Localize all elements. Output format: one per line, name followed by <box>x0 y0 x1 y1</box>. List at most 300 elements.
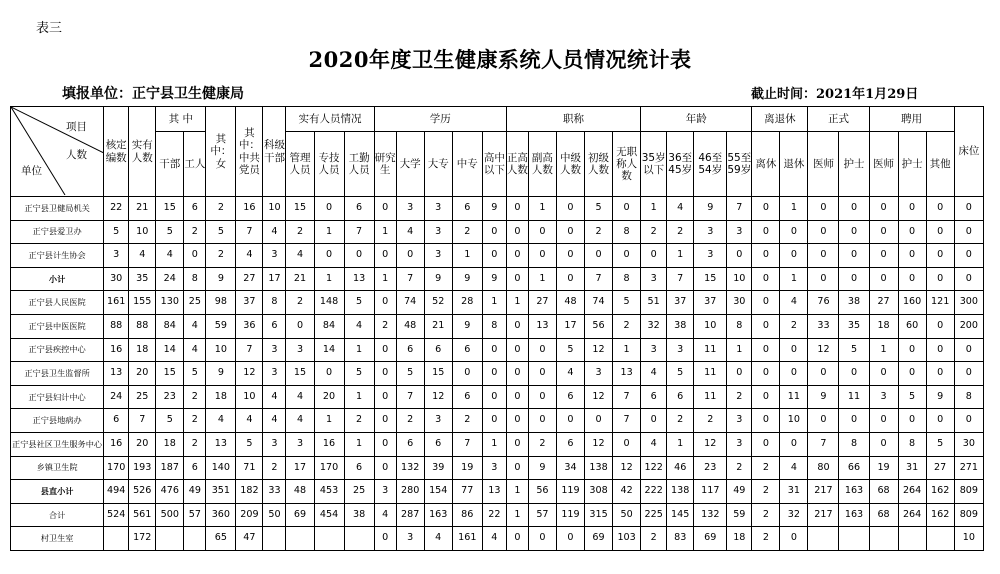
table-cell: 32 <box>780 503 808 527</box>
table-cell: 4 <box>780 291 808 315</box>
table-cell: 10 <box>954 527 983 551</box>
row-unit-name: 正宁县疾控中心 <box>11 338 104 362</box>
table-cell: 119 <box>556 480 584 504</box>
table-cell: 84 <box>314 314 344 338</box>
table-cell: 38 <box>344 503 374 527</box>
table-cell: 0 <box>926 267 954 291</box>
table-cell: 15 <box>156 362 184 386</box>
table-cell: 6 <box>424 338 452 362</box>
table-cell: 0 <box>926 314 954 338</box>
table-cell: 187 <box>156 456 184 480</box>
table-cell: 10 <box>780 409 808 433</box>
table-cell: 0 <box>954 244 983 268</box>
table-cell: 18 <box>727 527 752 551</box>
table-cell: 7 <box>808 432 839 456</box>
table-cell: 16 <box>236 197 263 221</box>
table-row <box>11 409 984 433</box>
table-cell: 0 <box>898 244 926 268</box>
header-formal: 正式 <box>808 107 869 132</box>
table-cell: 1 <box>482 291 506 315</box>
table-cell: 476 <box>156 480 184 504</box>
table-row <box>11 244 984 268</box>
table-cell: 351 <box>206 480 236 504</box>
subheader-cell: 无职称人数 <box>613 132 641 197</box>
table-cell: 4 <box>263 385 286 409</box>
table-cell: 300 <box>954 291 983 315</box>
table-cell: 13 <box>104 362 129 386</box>
table-cell: 3 <box>585 362 613 386</box>
table-cell: 0 <box>482 362 506 386</box>
table-cell: 117 <box>694 480 727 504</box>
table-cell: 0 <box>482 385 506 409</box>
header-staff: 实有人员情况 <box>286 107 374 132</box>
table-cell: 37 <box>694 291 727 315</box>
table-cell: 0 <box>585 244 613 268</box>
table-cell: 12 <box>808 338 839 362</box>
table-cell: 0 <box>506 456 528 480</box>
table-cell: 0 <box>528 338 556 362</box>
table-cell: 7 <box>129 409 156 433</box>
table-cell: 2 <box>452 220 482 244</box>
table-cell: 0 <box>869 197 898 221</box>
table-cell: 138 <box>585 456 613 480</box>
table-cell: 8 <box>727 314 752 338</box>
table-cell: 13 <box>206 432 236 456</box>
table-cell: 23 <box>156 385 184 409</box>
table-cell: 0 <box>752 314 780 338</box>
table-cell: 148 <box>314 291 344 315</box>
table-cell: 6 <box>452 338 482 362</box>
table-cell: 0 <box>898 338 926 362</box>
table-cell: 0 <box>752 409 780 433</box>
table-cell: 1 <box>869 338 898 362</box>
table-cell: 264 <box>898 503 926 527</box>
table-cell: 4 <box>129 244 156 268</box>
table-cell: 0 <box>506 314 528 338</box>
table-cell: 2 <box>452 409 482 433</box>
table-cell: 11 <box>780 385 808 409</box>
table-cell: 7 <box>344 220 374 244</box>
table-cell: 6 <box>452 197 482 221</box>
table-cell: 18 <box>156 432 184 456</box>
table-cell: 0 <box>926 338 954 362</box>
table-cell: 8 <box>482 314 506 338</box>
subheader-cell: 初级人数 <box>585 132 613 197</box>
table-cell: 217 <box>808 480 839 504</box>
table-cell: 0 <box>556 527 584 551</box>
table-cell: 15 <box>156 197 184 221</box>
table-cell: 25 <box>129 385 156 409</box>
table-cell: 3 <box>727 220 752 244</box>
table-cell: 0 <box>482 409 506 433</box>
table-cell: 140 <box>206 456 236 480</box>
table-cell: 7 <box>396 267 424 291</box>
table-cell: 0 <box>314 244 344 268</box>
table-cell: 1 <box>506 291 528 315</box>
header-title: 职称 <box>506 107 640 132</box>
table-row <box>11 197 984 221</box>
table-cell: 17 <box>286 456 314 480</box>
header-education: 学历 <box>374 107 506 132</box>
table-cell: 0 <box>926 220 954 244</box>
subheader-cell: 医师 <box>869 132 898 197</box>
table-cell: 4 <box>396 220 424 244</box>
table-cell: 103 <box>613 527 641 551</box>
table-cell: 0 <box>752 197 780 221</box>
table-cell: 524 <box>104 503 129 527</box>
table-cell: 0 <box>556 244 584 268</box>
table-cell: 66 <box>839 456 869 480</box>
table-cell: 0 <box>374 362 396 386</box>
table-cell: 0 <box>506 338 528 362</box>
subheader-cell: 护士 <box>839 132 869 197</box>
table-cell: 4 <box>236 409 263 433</box>
table-cell: 5 <box>556 338 584 362</box>
table-cell: 13 <box>528 314 556 338</box>
subheader-cell: 副高人数 <box>528 132 556 197</box>
table-cell: 30 <box>954 432 983 456</box>
table-cell: 88 <box>129 314 156 338</box>
table-cell: 9 <box>808 385 839 409</box>
table-cell: 1 <box>344 338 374 362</box>
table-cell: 3 <box>396 527 424 551</box>
table-cell: 1 <box>528 267 556 291</box>
table-cell: 0 <box>780 244 808 268</box>
table-cell: 56 <box>528 480 556 504</box>
table-cell: 121 <box>926 291 954 315</box>
table-cell: 13 <box>344 267 374 291</box>
table-cell: 172 <box>129 527 156 551</box>
table-cell: 25 <box>184 291 206 315</box>
table-cell: 6 <box>104 409 129 433</box>
table-cell: 454 <box>314 503 344 527</box>
table-cell: 22 <box>482 503 506 527</box>
table-cell: 5 <box>613 291 641 315</box>
table-cell: 200 <box>954 314 983 338</box>
table-cell: 0 <box>528 385 556 409</box>
table-cell: 0 <box>926 409 954 433</box>
table-cell: 50 <box>613 503 641 527</box>
table-row <box>11 503 984 527</box>
table-cell: 8 <box>263 291 286 315</box>
row-unit-name: 正宁县地病办 <box>11 409 104 433</box>
header-among: 其 中 <box>156 107 206 132</box>
table-cell: 2 <box>780 314 808 338</box>
table-cell: 52 <box>424 291 452 315</box>
table-cell: 0 <box>898 220 926 244</box>
table-cell <box>344 527 374 551</box>
table-cell: 10 <box>236 385 263 409</box>
table-cell: 7 <box>727 197 752 221</box>
table-cell: 10 <box>694 314 727 338</box>
corner-diagonal-lines <box>11 107 104 195</box>
table-cell: 46 <box>667 456 694 480</box>
table-cell: 69 <box>286 503 314 527</box>
table-cell: 280 <box>396 480 424 504</box>
table-cell: 2 <box>585 220 613 244</box>
table-cell: 0 <box>780 527 808 551</box>
table-cell: 0 <box>926 244 954 268</box>
table-cell: 7 <box>396 385 424 409</box>
table-cell: 69 <box>694 527 727 551</box>
table-cell: 2 <box>528 432 556 456</box>
table-cell: 163 <box>839 480 869 504</box>
table-cell: 4 <box>374 503 396 527</box>
table-cell: 2 <box>752 527 780 551</box>
table-cell: 2 <box>184 220 206 244</box>
row-unit-name: 正宁县卫生监督所 <box>11 362 104 386</box>
table-cell: 500 <box>156 503 184 527</box>
table-cell: 3 <box>263 338 286 362</box>
table-cell: 19 <box>452 456 482 480</box>
table-cell: 22 <box>104 197 129 221</box>
table-cell: 526 <box>129 480 156 504</box>
table-cell: 35 <box>129 267 156 291</box>
table-cell: 14 <box>314 338 344 362</box>
row-unit-name: 县直小计 <box>11 480 104 504</box>
table-cell: 88 <box>104 314 129 338</box>
table-cell: 0 <box>898 362 926 386</box>
table-cell: 1 <box>314 409 344 433</box>
table-cell: 12 <box>585 338 613 362</box>
table-cell: 10 <box>206 338 236 362</box>
table-cell: 47 <box>236 527 263 551</box>
subheader-cell: 正高人数 <box>506 132 528 197</box>
table-cell: 3 <box>482 456 506 480</box>
table-cell: 287 <box>396 503 424 527</box>
table-cell: 3 <box>374 480 396 504</box>
table-cell: 35 <box>839 314 869 338</box>
row-unit-name: 正宁县计生协会 <box>11 244 104 268</box>
table-cell: 69 <box>585 527 613 551</box>
table-cell: 2 <box>206 244 236 268</box>
table-cell: 60 <box>898 314 926 338</box>
table-cell: 3 <box>263 432 286 456</box>
row-unit-name: 正宁县社区卫生服务中心 <box>11 432 104 456</box>
table-cell: 0 <box>839 267 869 291</box>
table-cell: 25 <box>344 480 374 504</box>
table-cell: 32 <box>641 314 667 338</box>
table-cell: 0 <box>506 220 528 244</box>
table-cell: 5 <box>206 220 236 244</box>
table-cell: 3 <box>286 432 314 456</box>
table-cell: 0 <box>374 527 396 551</box>
table-cell: 0 <box>780 338 808 362</box>
table-cell: 17 <box>556 314 584 338</box>
table-cell: 0 <box>506 527 528 551</box>
table-cell: 0 <box>528 409 556 433</box>
table-cell: 2 <box>667 220 694 244</box>
table-cell: 8 <box>613 220 641 244</box>
table-cell: 2 <box>206 197 236 221</box>
table-cell: 1 <box>528 197 556 221</box>
table-cell: 1 <box>374 220 396 244</box>
table-cell: 7 <box>452 432 482 456</box>
table-cell: 3 <box>727 409 752 433</box>
table-cell: 0 <box>613 197 641 221</box>
table-cell: 0 <box>528 527 556 551</box>
table-cell: 315 <box>585 503 613 527</box>
table-cell: 1 <box>374 267 396 291</box>
table-cell: 80 <box>808 456 839 480</box>
table-cell: 5 <box>104 220 129 244</box>
row-unit-name: 正宁县爱卫办 <box>11 220 104 244</box>
table-cell: 9 <box>452 267 482 291</box>
table-cell: 4 <box>482 527 506 551</box>
table-cell: 2 <box>752 456 780 480</box>
table-cell: 145 <box>667 503 694 527</box>
table-cell: 12 <box>694 432 727 456</box>
subheader-cell: 离休 <box>752 132 780 197</box>
table-cell: 0 <box>482 338 506 362</box>
table-cell: 3 <box>424 220 452 244</box>
table-cell: 56 <box>585 314 613 338</box>
table-cell: 2 <box>752 503 780 527</box>
table-cell: 2 <box>694 409 727 433</box>
table-cell: 10 <box>727 267 752 291</box>
table-cell: 561 <box>129 503 156 527</box>
table-cell: 0 <box>869 267 898 291</box>
table-cell: 7 <box>585 267 613 291</box>
table-cell: 0 <box>954 220 983 244</box>
table-cell: 5 <box>236 432 263 456</box>
table-cell: 193 <box>129 456 156 480</box>
table-cell: 163 <box>839 503 869 527</box>
table-cell: 4 <box>556 362 584 386</box>
table-cell: 0 <box>752 267 780 291</box>
subheader-cell: 高中以下 <box>482 132 506 197</box>
table-cell: 5 <box>396 362 424 386</box>
table-cell: 6 <box>184 456 206 480</box>
table-cell: 6 <box>344 456 374 480</box>
table-cell: 0 <box>528 362 556 386</box>
corner-count-label: 人数 <box>66 149 87 161</box>
table-cell: 49 <box>727 480 752 504</box>
table-cell: 2 <box>286 220 314 244</box>
subheader-cell: 中专 <box>452 132 482 197</box>
table-cell: 1 <box>613 338 641 362</box>
table-cell: 18 <box>869 314 898 338</box>
table-cell: 4 <box>424 527 452 551</box>
table-cell: 1 <box>780 267 808 291</box>
table-cell: 160 <box>898 291 926 315</box>
table-row <box>11 267 984 291</box>
header-actual: 实有人数 <box>129 107 156 197</box>
table-cell: 6 <box>556 432 584 456</box>
subheader-cell: 工勤人员 <box>344 132 374 197</box>
table-cell: 76 <box>808 291 839 315</box>
table-cell: 2 <box>396 409 424 433</box>
subheader-cell: 管理人员 <box>286 132 314 197</box>
table-cell: 0 <box>506 267 528 291</box>
table-cell: 0 <box>528 220 556 244</box>
table-cell: 4 <box>286 409 314 433</box>
table-cell: 5 <box>585 197 613 221</box>
table-cell: 8 <box>839 432 869 456</box>
row-unit-name: 村卫生室 <box>11 527 104 551</box>
table-cell: 0 <box>926 362 954 386</box>
table-cell: 0 <box>286 314 314 338</box>
table-cell: 30 <box>727 291 752 315</box>
table-cell: 48 <box>286 480 314 504</box>
table-cell: 1 <box>667 244 694 268</box>
table-cell: 8 <box>898 432 926 456</box>
table-cell: 132 <box>694 503 727 527</box>
table-cell: 3 <box>869 385 898 409</box>
table-cell: 15 <box>286 362 314 386</box>
table-cell: 0 <box>314 197 344 221</box>
table-cell: 0 <box>506 385 528 409</box>
table-cell: 4 <box>286 244 314 268</box>
table-cell: 809 <box>954 480 983 504</box>
header-quota: 核定编数 <box>104 107 129 197</box>
table-cell: 30 <box>104 267 129 291</box>
table-cell: 119 <box>556 503 584 527</box>
table-cell: 3 <box>104 244 129 268</box>
table-cell: 209 <box>236 503 263 527</box>
table-cell: 154 <box>424 480 452 504</box>
table-cell: 8 <box>613 267 641 291</box>
table-cell: 0 <box>780 362 808 386</box>
table-row <box>11 432 984 456</box>
table-cell: 162 <box>926 503 954 527</box>
table-cell: 0 <box>869 362 898 386</box>
header-age: 年龄 <box>641 107 752 132</box>
table-cell <box>286 527 314 551</box>
table-row <box>11 480 984 504</box>
row-unit-name: 正宁县妇计中心 <box>11 385 104 409</box>
table-cell: 138 <box>667 480 694 504</box>
table-cell: 0 <box>869 244 898 268</box>
table-cell: 0 <box>556 267 584 291</box>
table-cell: 0 <box>727 362 752 386</box>
table-cell: 27 <box>236 267 263 291</box>
table-cell: 1 <box>641 197 667 221</box>
table-cell: 264 <box>898 480 926 504</box>
table-cell: 74 <box>585 291 613 315</box>
table-cell: 217 <box>808 503 839 527</box>
table-cell: 9 <box>482 197 506 221</box>
table-cell: 2 <box>752 480 780 504</box>
table-cell: 1 <box>344 385 374 409</box>
table-cell: 1 <box>780 197 808 221</box>
table-cell: 4 <box>206 409 236 433</box>
table-cell: 2 <box>727 456 752 480</box>
table-cell: 0 <box>839 244 869 268</box>
table-cell: 57 <box>184 503 206 527</box>
table-cell: 0 <box>452 362 482 386</box>
table-cell: 2 <box>641 220 667 244</box>
table-cell: 0 <box>641 244 667 268</box>
table-cell: 38 <box>839 291 869 315</box>
table-cell: 74 <box>396 291 424 315</box>
table-cell: 10 <box>129 220 156 244</box>
table-cell: 7 <box>236 338 263 362</box>
table-cell: 2 <box>184 409 206 433</box>
table-cell: 15 <box>286 197 314 221</box>
deadline: 截止时间：2021年1月29日 <box>751 87 919 102</box>
table-cell: 17 <box>263 267 286 291</box>
table-cell: 13 <box>482 480 506 504</box>
table-cell: 0 <box>954 267 983 291</box>
table-cell: 271 <box>954 456 983 480</box>
header-retired: 离退休 <box>752 107 808 132</box>
table-cell: 0 <box>556 220 584 244</box>
table-cell: 0 <box>808 362 839 386</box>
table-cell: 5 <box>344 291 374 315</box>
subheader-cell: 工人 <box>184 132 206 197</box>
table-cell: 6 <box>263 314 286 338</box>
